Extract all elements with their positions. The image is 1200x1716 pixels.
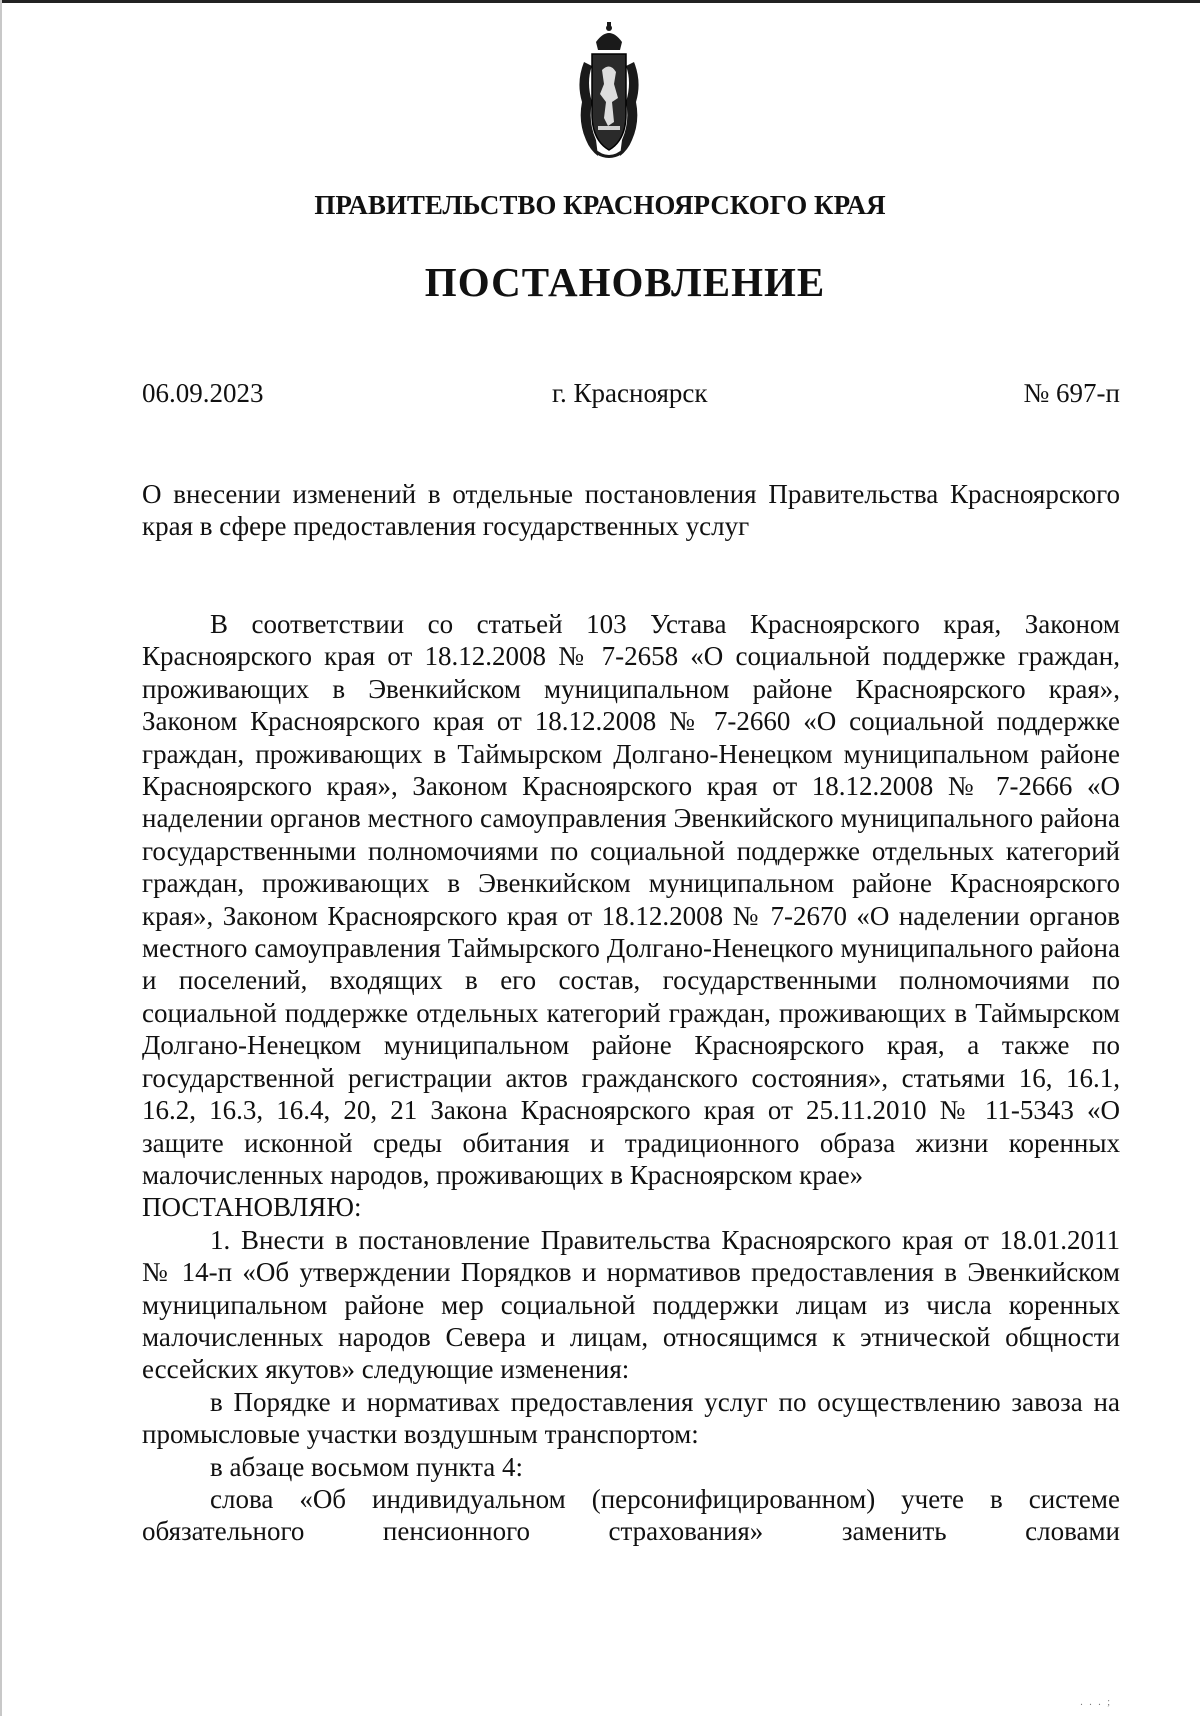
- document-city: г. Красноярск: [552, 378, 708, 408]
- document-date: 06.09.2023: [142, 378, 264, 408]
- document-body: [142, 608, 1120, 1548]
- organization-name: ПРАВИТЕЛЬСТВО КРАСНОЯРСКОГО КРАЯ: [314, 190, 886, 220]
- preamble-paragraph: В соответствии со статьей 103 Устава Красноярского края, Законом Красноярского края от 18.12.2008 № 7-2658 «О социальной поддержке граждан, проживающих в Эвенкийском муниципальном районе Красноярского края», Законом Красноярского края от 18.12.2008 № 7-2660 «О социальной поддержке граждан, проживающих в Таймырском Долгано-Ненецком муниципальном районе Красноярского края», Законом Красноярского края от 18.12.2008 № 7-2666 «О наделении органов местного самоуправления Эвенкийского муниципального района государственными полномочиями по социальной поддержке отдельных категорий граждан, проживающих в Эвенкийском муниципальном районе Красноярского края», Законом Красноярского края от 18.12.2008 № 7-2670 «О наделении органов местного самоуправления Таймырского Долгано-Ненецкого муниципального района и поселений, входящих в его состав, государственными полномочиями по социальной поддержке отдельных категорий граждан, проживающих в Таймырском Долгано-Ненецком муниципальном районе Красноярского края, а также по государственной регистрации актов гражданского состояния», статьями 16, 16.1, 16.2, 16.3, 16.4, 20, 21 Закона Красноярского края от 25.11.2010 № 11-5343 «О защите исконной среды обитания и традиционного образа жизни коренных малочисленных народов, проживающих в Красноярском крае»: [142, 609, 1120, 1190]
- scan-corner-mark: . . . ;: [1080, 1697, 1112, 1708]
- words-replacement-paragraph: слова «Об индивидуальном (персонифицированном) учете в системе обязательного пенсионного страхования» заменить словами: [142, 1483, 1120, 1547]
- item-1-paragraph: 1. Внести в постановление Правительства Красноярского края от 18.01.2011 № 14-п «Об утверждении Порядков и нормативов предоставления в Эвенкийском муниципальном районе мер социальной поддержки лицам из числа коренных малочисленных народов Севера и лицам, относящимся к этнической общности ессейских якутов» следующие изменения:: [142, 1224, 1120, 1385]
- abzac-paragraph: в абзаце восьмом пункта 4:: [210, 1451, 524, 1482]
- document-number: № 697-п: [1023, 378, 1120, 408]
- scan-top-border: [0, 0, 1200, 3]
- coat-of-arms-icon: [574, 22, 644, 162]
- document-type-title: ПОСТАНОВЛЕНИЕ: [424, 259, 826, 305]
- decree-word: ПОСТАНОВЛЯЮ:: [142, 1192, 362, 1223]
- document-subject: О внесении изменений в отдельные постановления Правительства Красноярского края в сфере предоставления государственных услуг: [142, 479, 1120, 541]
- order-paragraph: в Порядке и нормативах предоставления услуг по осуществлению завоза на промысловые участки воздушным транспортом:: [142, 1386, 1120, 1450]
